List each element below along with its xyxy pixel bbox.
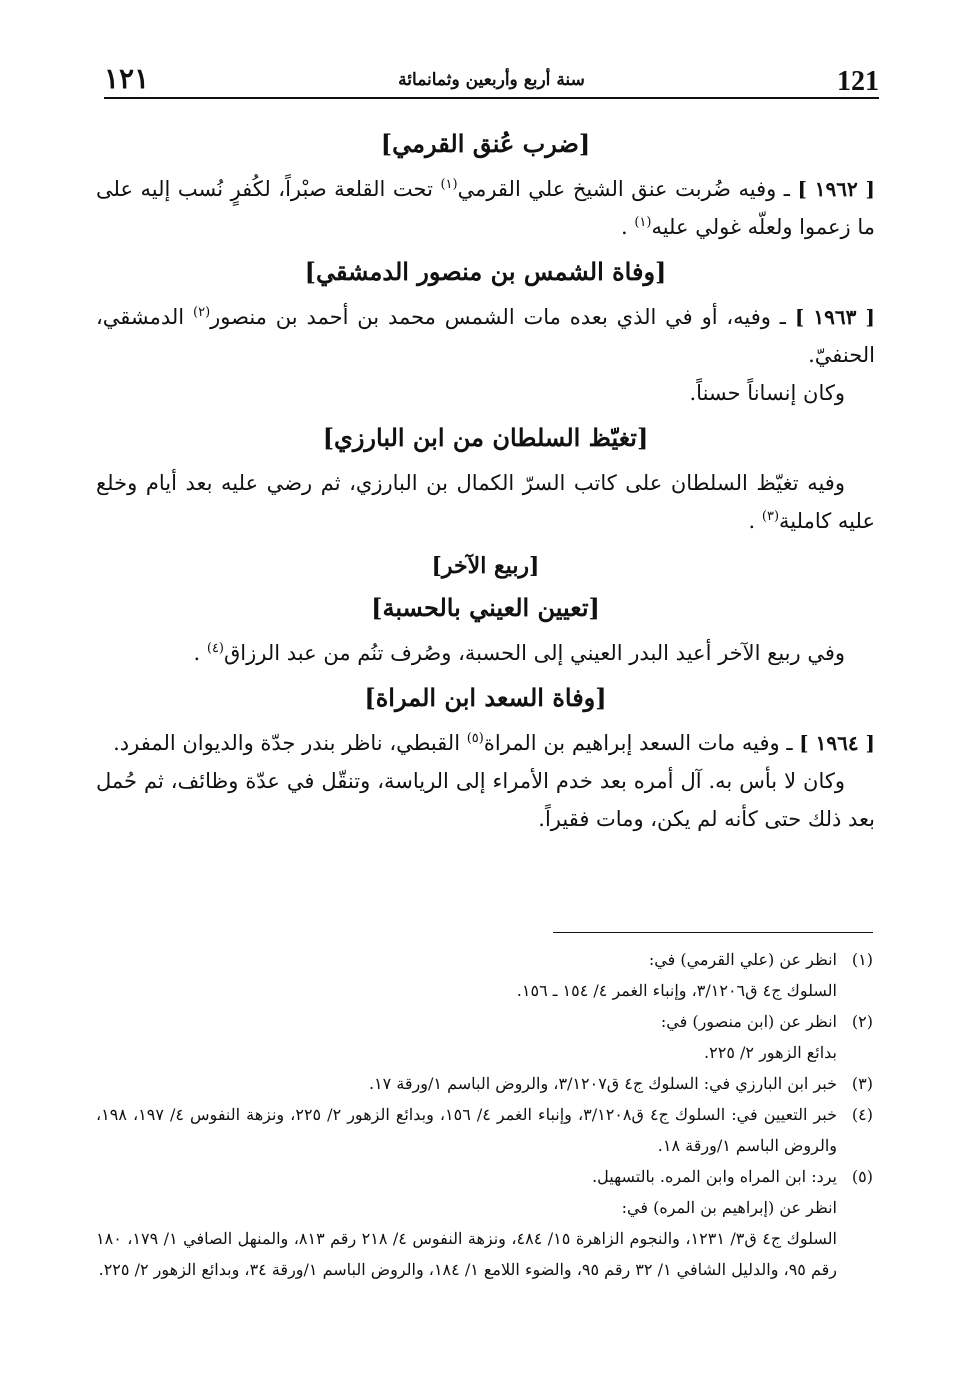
section-heading: [وفاة الشمس بن منصور الدمشقي] [304, 257, 667, 286]
entry-text: تحت القلعة صبْراً، لكُفرٍ نُسب إليه على ما زعموا ولعلّه غولي عليه [96, 177, 875, 239]
entry-1963 [96, 298, 875, 374]
footnote-line: السلوك ج٤ ق٣/ ١٢٣١، والنجوم الزاهرة ١٥/ ٤٨٤، ونزهة النفوس ٤/ ٢١٨ رقم ٨١٣، والمنهل الصافي ١/ ١٧٩، ١٨٠ رقم ٩٥، والدليل الشافي ١/ ٣٢ رقم ٩٥، والضوء اللامع ١/ ١٨٤، والروض الباسم ١/ورقة ٣٤، وبدائع الزهور ٢/ ٢٢٥. [96, 1229, 837, 1279]
entry-text: القبطي، ناظر بندر جدّة والديوان المفرد. [113, 731, 467, 755]
entry-1962 [96, 170, 875, 246]
page-number-latin: 121 [837, 66, 879, 97]
footnote-ref: (٣) [761, 509, 780, 524]
section-heading: [وفاة السعد ابن المراة] [364, 683, 607, 712]
month-heading: [ربيع الآخر] [431, 553, 540, 579]
entry-text: وفيه تغيّظ السلطان على كاتب السرّ الكمال بن البارزي، ثم رضي عليه بعد أيام وخلع عليه كاملية [96, 471, 875, 533]
footnote-ref: (١) [634, 215, 652, 230]
footnote [96, 1161, 873, 1285]
footnote [96, 1099, 873, 1161]
entry-text: وفي ربيع الآخر أعيد البدر العيني إلى الحسبة، وصُرف تنُم من عبد الرزاق [224, 641, 845, 665]
main-text [96, 118, 875, 838]
entry-text: . [193, 641, 207, 665]
entry-number: [ ١٩٦٢ ] [797, 177, 875, 201]
footnote [96, 944, 873, 1006]
entry-text: ـ وفيه مات السعد إبراهيم بن المراة [483, 731, 800, 755]
footnote-text [96, 1068, 837, 1099]
footnote-text [96, 1006, 837, 1068]
footnote-text [96, 1161, 837, 1285]
page-number-arabic: ١٢١ [104, 62, 150, 95]
footnote-separator [553, 932, 873, 933]
section-heading: [تعيين العيني بالحسبة] [371, 593, 600, 622]
section-heading: [ضرب عُنق القرمي] [380, 129, 591, 158]
footnote-number: (٥) [851, 1167, 873, 1186]
footnote-ref: (٢) [193, 305, 211, 320]
running-title: سنة أربع وأربعين وثمانمائة [398, 70, 585, 90]
footnote-number: (٣) [851, 1074, 873, 1093]
footnote-line: انظر عن (ابن منصور) في: [660, 1012, 837, 1031]
footnote-number: (٤) [851, 1105, 873, 1124]
page-header [104, 58, 879, 98]
entry-text: ـ وفيه ضُربت عنق الشيخ علي القرمي [457, 177, 798, 201]
paragraph [96, 464, 875, 540]
entry-1964 [96, 724, 875, 762]
paragraph: وكان إنساناً حسناً. [689, 381, 845, 405]
entry-text: ـ وفيه، أو في الذي بعده مات الشمس محمد بن أحمد بن منصور [210, 305, 795, 329]
footnote-line: خبر ابن البارزي في: السلوك ج٤ ق٣/١٢٠٧، والروض الباسم ١/ورقة ١٧. [368, 1074, 837, 1093]
footnote-line: يرد: ابن المراه وابن المره. بالتسهيل. [592, 1167, 837, 1186]
paragraph: وكان لا بأس به. آل أمره بعد خدم الأمراء إلى الرياسة، وتنقّل في عدّة وظائف، ثم حُمل بعد ذلك حتى كأنه لم يكن، ومات فقيراً. [96, 769, 875, 831]
entry-number: [ ١٩٦٣ ] [794, 305, 875, 329]
footnote-ref: (٥) [466, 731, 484, 746]
footnotes [96, 944, 873, 1285]
section-heading: [تغيّظ السلطان من ابن البارزي] [322, 423, 649, 452]
footnote-line: انظر عن (إبراهيم بن المره) في: [621, 1198, 837, 1217]
footnote [96, 1006, 873, 1068]
footnote [96, 1068, 873, 1099]
footnote-line: خبر التعيين في: السلوك ج٤ ق٣/١٢٠٨، وإنباء الغمر ٤/ ١٥٦، وبدائع الزهور ٢/ ٢٢٥، ونزهة النفوس ٤/ ١٩٧، ١٩٨، والروض الباسم ١/ورقة ١٨. [96, 1105, 838, 1155]
footnote-number: (١) [851, 950, 873, 969]
footnote-number: (٢) [851, 1012, 873, 1031]
footnote-line: انظر عن (علي القرمي) في: [648, 950, 837, 969]
entry-text: الدمشقي، الحنفيّ. [96, 305, 875, 367]
paragraph [96, 634, 875, 672]
footnote-line: بدائع الزهور ٢/ ٢٢٥. [704, 1043, 837, 1062]
footnote-text [96, 944, 837, 1006]
entry-text: . [748, 509, 762, 533]
footnote-line: السلوك ج٤ ق٣/١٢٠٦، وإنباء الغمر ٤/ ١٥٤ ـ ١٥٦. [516, 981, 837, 1000]
entry-text: . [620, 215, 635, 239]
header-rule [104, 97, 879, 99]
footnote-ref: (٤) [206, 641, 224, 656]
footnote-text [96, 1099, 837, 1161]
entry-number: [ ١٩٦٤ ] [799, 731, 875, 755]
footnote-ref: (١) [440, 177, 458, 192]
